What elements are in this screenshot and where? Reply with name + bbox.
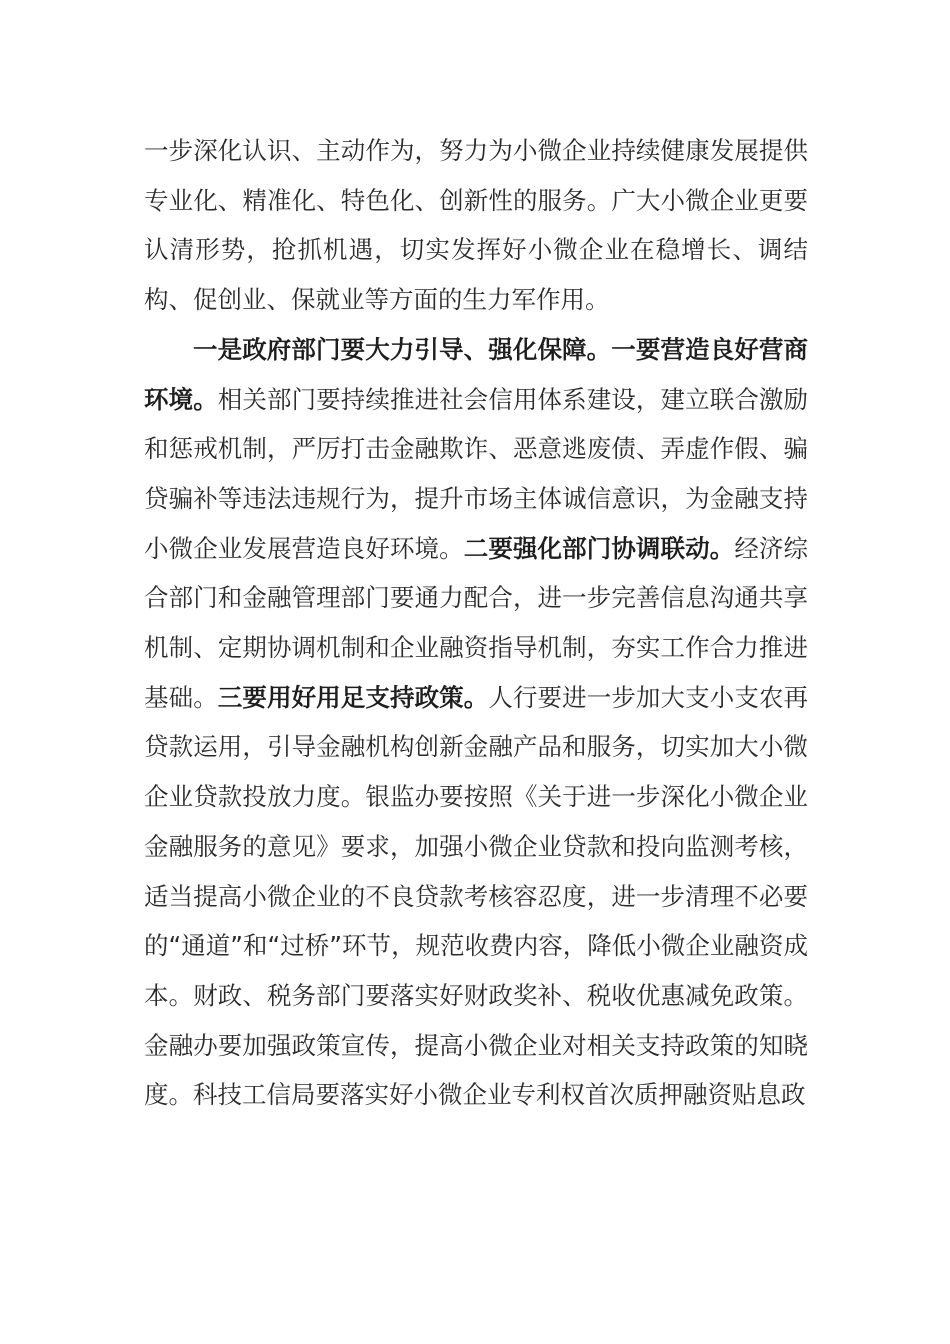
point-2-title: 二要强化部门协调联动。	[463, 533, 735, 563]
paragraph-2	[144, 325, 808, 1120]
point-1-body: 相关部门要持续推进社会信用体系建设，建立联合激励和惩戒机制，严厉打击金融欺诈、恶意逃废债、弄虚作假、骗贷骗补等违法违规行为，提升市场主体诚信意识，为金融支持小微企业发展营造良好环境。	[144, 384, 809, 563]
point-2-body: 经济综合部门和金融管理部门要通力配合，进一步完善信息沟通共享机制、定期协调机制和企业融资指导机制，夯实工作合力推进基础。	[144, 533, 809, 712]
document-body	[144, 126, 808, 1120]
point-3-body: 人行要进一步加大支小支农再贷款运用，引导金融机构创新金融产品和服务，切实加大小微企业贷款投放力度。银监办要按照《关于进一步深化小微企业金融服务的意见》要求，加强小微企业贷款和投向监测考核，适当提高小微企业的不良贷款考核容忍度，进一步清理不必要的“通道”和“过桥”环节，规范收费内容，降低小微企业融资成本。财政、税务部门要落实好财政奖补、税收优惠减免政策。金融办要加强政策宣传，提高小微企业对相关支持政策的知晓度。科技工信局要落实好小微企业专利权首次质押融资贴息政	[144, 682, 809, 1110]
point-3-title: 三要用好用足支持政策。	[217, 682, 489, 712]
section-heading: 一是政府部门要大力引导、强化保障。	[193, 334, 612, 364]
paragraph-1: 一步深化认识、主动作为，努力为小微企业持续健康发展提供专业化、精准化、特色化、创新性的服务。广大小微企业更要认清形势，抢抓机遇，切实发挥好小微企业在稳增长、调结构、促创业、保就业等方面的生力军作用。	[144, 136, 808, 315]
point-1-title: 一要营造良好营商环境。	[144, 334, 809, 414]
